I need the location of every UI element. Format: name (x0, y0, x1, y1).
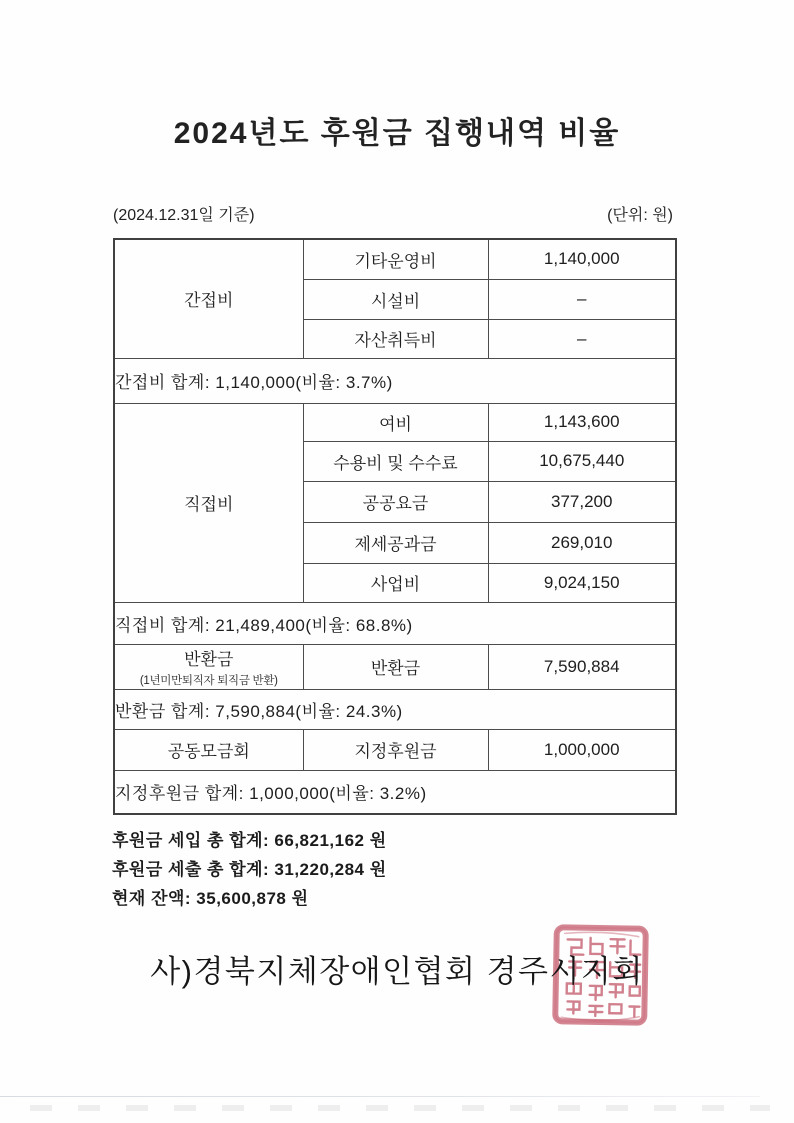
item-value: – (488, 319, 676, 358)
item-value: 269,010 (488, 522, 676, 563)
item-value: 1,140,000 (488, 239, 676, 279)
table-row-total (114, 770, 676, 814)
organization-name: 사)경북지체장애인협회 경주시지회 (150, 954, 644, 989)
item-label: 공공요금 (303, 481, 488, 522)
summary-income-total: 후원금 세입 총 합계: 66,821,162 원 (112, 831, 387, 850)
item-label: 사업비 (303, 563, 488, 602)
group-cell-refund (114, 644, 303, 689)
table-row-total (114, 689, 676, 729)
item-label: 여비 (303, 403, 488, 441)
table-row (114, 239, 676, 279)
item-label: 자산취득비 (303, 319, 488, 358)
item-value: – (488, 279, 676, 319)
group-label: 반환금 (184, 650, 234, 669)
item-label: 기타운영비 (303, 239, 488, 279)
group-cell-direct: 직접비 (114, 403, 303, 602)
table-row-total (114, 602, 676, 644)
table-row (114, 729, 676, 770)
unit-note: (단위: 원) (607, 207, 673, 224)
meta-row (113, 202, 673, 224)
summary-block (112, 826, 387, 913)
item-label: 제세공과금 (303, 522, 488, 563)
table-row (114, 644, 676, 689)
item-label: 시설비 (303, 279, 488, 319)
item-value: 1,143,600 (488, 403, 676, 441)
group-cell-indirect: 간접비 (114, 239, 303, 358)
group-sublabel: (1년미만퇴직자 퇴직금 반환) (139, 675, 278, 687)
as-of-date-note: (2024.12.31일 기준) (113, 207, 255, 224)
direct-total: 직접비 합계: 21,489,400(비율: 68.8%) (114, 602, 676, 644)
scan-artifact-line (0, 1096, 760, 1097)
item-value: 9,024,150 (488, 563, 676, 602)
item-value: 377,200 (488, 481, 676, 522)
item-value: 7,590,884 (488, 644, 676, 689)
item-label: 수용비 및 수수료 (303, 441, 488, 481)
item-value: 10,675,440 (488, 441, 676, 481)
item-label: 지정후원금 (303, 729, 488, 770)
scan-artifact-smudge (30, 1105, 770, 1111)
refund-total: 반환금 합계: 7,590,884(비율: 24.3%) (114, 689, 676, 729)
page-title: 2024년도 후원금 집행내역 비율 (173, 117, 621, 150)
item-label: 반환금 (303, 644, 488, 689)
summary-expense-total: 후원금 세출 총 합계: 31,220,284 원 (112, 860, 387, 879)
summary-current-balance: 현재 잔액: 35,600,878 원 (112, 889, 309, 908)
donation-execution-table (113, 238, 677, 815)
table-row-total (114, 358, 676, 403)
designated-donation-total: 지정후원금 합계: 1,000,000(비율: 3.2%) (114, 770, 676, 814)
group-cell-community-chest: 공동모금회 (114, 729, 303, 770)
indirect-total: 간접비 합계: 1,140,000(비율: 3.7%) (114, 358, 676, 403)
table-row (114, 403, 676, 441)
item-value: 1,000,000 (488, 729, 676, 770)
